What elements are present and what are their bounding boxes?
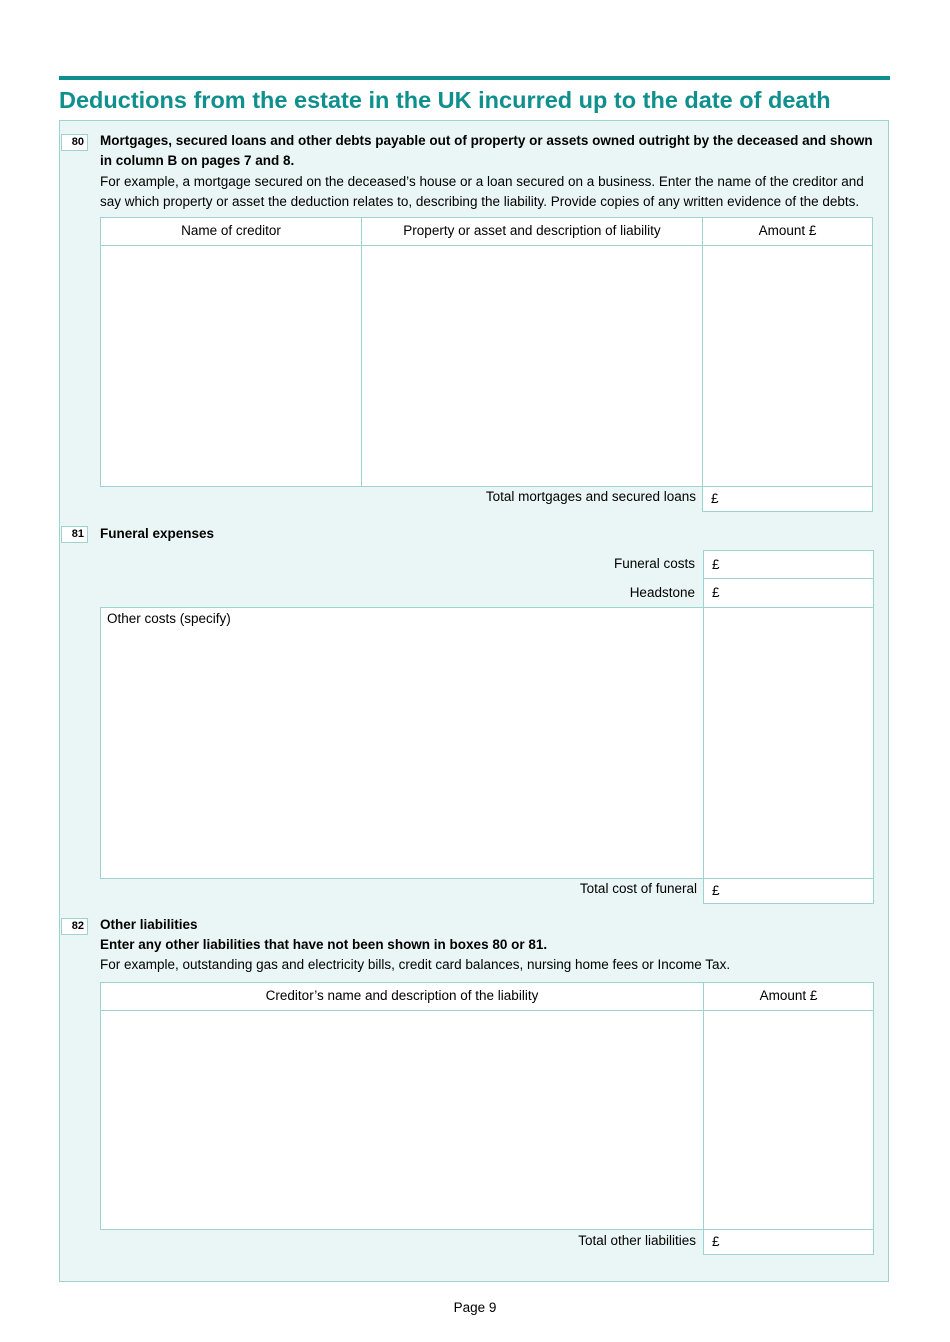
column-header-creditor: Name of creditor [100, 217, 362, 246]
currency-symbol: £ [712, 557, 720, 572]
page-number: Page 9 [453, 1300, 497, 1315]
other-costs-field[interactable] [100, 607, 704, 879]
currency-symbol: £ [712, 1234, 720, 1249]
total-other-liabilities-field[interactable] [703, 1229, 874, 1255]
section-82-subheading: Enter any other liabilities that have not been shown in boxes 80 or 81. [100, 937, 548, 952]
funeral-costs-field[interactable] [703, 550, 874, 579]
section-80-description-line2: say which property or asset the deduction relates to, describing the liability. Provide copies of any written evidence of the debts. [100, 194, 860, 209]
column-header-liability: Creditor’s name and description of the liability [100, 982, 704, 1011]
section-80-heading-line1: Mortgages, secured loans and other debts payable out of property or assets owned outright by the deceased and shown [100, 133, 873, 148]
property-description-field[interactable] [361, 245, 703, 487]
box-number-80: 80 [61, 134, 88, 151]
box-number-81: 81 [61, 526, 88, 543]
column-header-liability-amount: Amount £ [703, 982, 874, 1011]
creditor-name-field[interactable] [100, 245, 362, 487]
currency-symbol: £ [712, 585, 720, 600]
other-costs-label: Other costs (specify) [107, 611, 231, 626]
mortgage-amount-field[interactable] [702, 245, 873, 487]
liability-description-field[interactable] [100, 1010, 704, 1230]
total-funeral-label: Total cost of funeral [579, 881, 697, 896]
currency-symbol: £ [711, 491, 719, 506]
column-header-property: Property or asset and description of liability [361, 217, 703, 246]
total-funeral-field[interactable] [703, 878, 874, 904]
total-other-liabilities-label: Total other liabilities [578, 1233, 696, 1248]
liability-amount-field[interactable] [703, 1010, 874, 1230]
section-82-heading: Other liabilities [100, 917, 198, 932]
headstone-field[interactable] [703, 578, 874, 608]
total-mortgages-field[interactable] [702, 486, 873, 512]
section-81-heading: Funeral expenses [100, 526, 215, 541]
other-costs-amount-field[interactable] [703, 607, 874, 879]
page-title: Deductions from the estate in the UK incurred up to the date of death [59, 87, 831, 113]
section-82-description: For example, outstanding gas and electricity bills, credit card balances, nursing home fees or Income Tax. [100, 957, 731, 972]
total-mortgages-label: Total mortgages and secured loans [485, 489, 696, 504]
title-rule [59, 76, 890, 80]
section-80-description-line1: For example, a mortgage secured on the deceased’s house or a loan secured on a business. Enter the name of the creditor and [100, 174, 864, 189]
currency-symbol: £ [712, 883, 720, 898]
headstone-label: Headstone [629, 585, 695, 600]
funeral-costs-label: Funeral costs [613, 556, 695, 571]
box-number-82: 82 [61, 918, 88, 935]
column-header-amount: Amount £ [702, 217, 873, 246]
section-80-heading-line2: in column B on pages 7 and 8. [100, 153, 295, 168]
